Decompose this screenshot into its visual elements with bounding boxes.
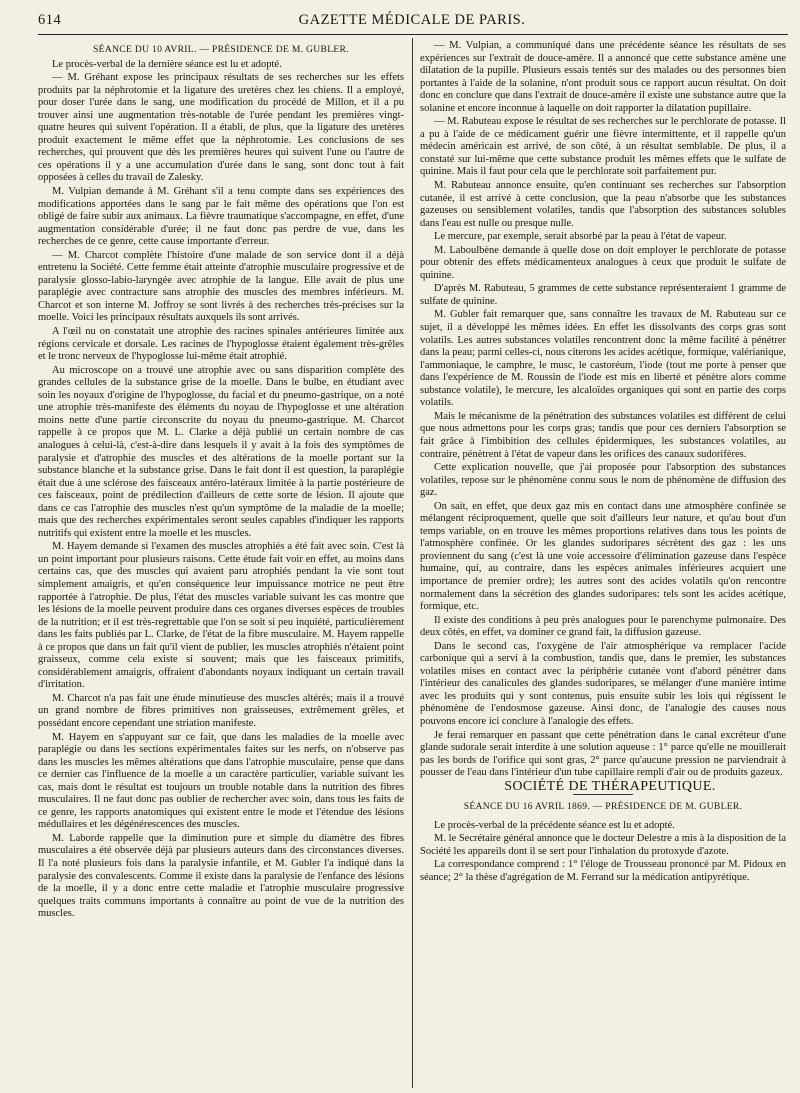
paragraph: Dans le second cas, l'oxygène de l'air atmosphérique va remplacer l'acide carbonique qui a servi à la combustion, tandis que, dans le premier, les substances volatiles mises en contact avec la périphérie cutanée vont d'abord pénétrer dans l'intérieur des canalicules des glandes sudoripares, se mélanger d'une manière intime avec les produits qui y sont contenus, puis ensuite subir les lois qui régissent le phénomène de l'endosmose gazeuse. Ainsi donc, de l'analogie des causes nous pouvons encore ici conclure à l'analogie des effets. [420, 640, 786, 727]
paragraph: — M. Gréhant expose les principaux résultats de ses recherches sur les effets produits par la néphrotomie et la ligature des uretères chez les chiens. Il a employé, pour doser l'urée dans le sang, une modification du procédé de Millon, et il a pu trouver ainsi une augmentation très-notable de l'urée pendant les premières vingt-quatre heures qui suivent l'opération. Il a établi, de plus, que la ligature des uretères produit exactement le même effet que la néphrotomie. Les conclusions de ses recherches, qui prouvent que dès les premières heures qui suivent l'une ou l'autre de ces opérations il y a une accumulation d'urée dans le sang, sont donc tout à fait opposées à celles du travail de Zalesky. [38, 72, 404, 184]
right-column [420, 40, 786, 1088]
header-rule [38, 34, 788, 35]
paragraph: Je ferai remarquer en passant que cette pénétration dans le canal excréteur d'une glande sudorale serait interdite à une solution aqueuse : 1° parce qu'elle ne mouillerait pas les bords de l'orifice qui sont gras, 2° parce qu'aucune pression ne parviendrait à pousser de l'eau dans l'intérieur d'un tube capillaire rempli d'air ou de produits gazeux. [420, 729, 786, 779]
section-rule [573, 794, 633, 795]
paragraph: Le procès-verbal de la précédente séance est lu et adopté. [434, 819, 675, 831]
session-heading: SÉANCE DU 10 AVRIL. — PRÉSIDENCE DE M. GUBLER. [93, 44, 349, 55]
paragraph: Mais le mécanisme de la pénétration des substances volatiles est différent de celui que nous admettons pour les corps gras; tandis que pour ces derniers l'absorption se fait grâce à l'imbibition des cellules épidermiques, les substances volatiles, au contraire, pénètrent à l'état de vapeur dans les orifices des canaux sudorifères. [420, 410, 786, 460]
column-divider [412, 38, 413, 1088]
paragraph: Le mercure, par exemple, serait absorbé par la peau à l'état de vapeur. [434, 231, 727, 243]
section-title: SOCIÉTÉ DE THÉRAPEUTIQUE. [504, 778, 716, 794]
paragraph: M. Gubler fait remarquer que, sans connaître les travaux de M. Rabuteau sur ce sujet, il a développé les mêmes idées. En effet les dissolvants des corps gras sont volatils. Les autres substances volatiles rencontrent donc la même facilité à pénétrer dans la peau; parmi celles-ci, nous citerons les acides acétique, formique, valérianique, l'ammoniaque, le camphre, le musc, le castoréum, l'iode (tout me porte à penser que dans l'expérience de M. Roussin de l'iode est mis en liberté et pénètre alors comme substance volatile), le mercure, les alcaloïdes organiques qui sont en partie des corps volatils. [420, 309, 786, 409]
journal-title: GAZETTE MÉDICALE DE PARIS. [298, 12, 526, 28]
paragraph: Cette explication nouvelle, que j'ai proposée pour l'absorption des substances volatiles, repose sur le phénomène connu sous le nom de phénomène de diffusion des gaz. [420, 462, 786, 499]
paragraph: Il existe des conditions à peu près analogues pour le parenchyme pulmonaire. Des deux côtés, en effet, va dominer ce grand fait, la diffusion gazeuse. [420, 614, 786, 639]
paragraph: M. Rabuteau annonce ensuite, qu'en continuant ses recherches sur l'absorption cutanée, il est arrivé à cette conclusion, que la peau n'absorbe que les substances gazeuses ou sensiblement volatiles, tandis que l'absorption des substances solubles dans l'eau est nulle ou presque nulle. [420, 180, 786, 229]
paragraph: Au microscope on a trouvé une atrophie avec ou sans disparition complète des grandes cellules de la substance grise de la moelle. Dans le bulbe, en étudiant avec soin les noyaux d'origine de l'hypoglosse, du facial et du pneumo-gastrique, on a noté une atrophie très-manifeste des éléments du noyau de l'hypoglosse et une altération moins nette d'une partie circonscrite du noyau du pneumo-gastrique. M. Charcot rappelle à ce propos que M. L. Clarke a déjà publié un certain nombre de cas analogues à celui-là, c'est-à-dire dans lesquels il y avait à la fois des symptômes de paralysie et d'atrophie des muscles et des altérations de la moelle portant sur la substance blanche et la substance grise. Dans le fait dont il est question, la paraplégie était due à une sclérose des faisceaux antéro-latéraux limitée à la partie postérieure de ces faisceaux, point de prédilection d'ailleurs de cette sorte de lésion. Il ajoute que dans ce cas l'atrophie des muscles n'est qu'un symptôme de la maladie de la moelle; mais que des recherches expérimentales seront seules capables d'indiquer les rapports nutritifs qui existent entre la moelle et les muscles. [38, 364, 404, 539]
page-number: 614 [38, 12, 62, 28]
left-column [38, 40, 404, 1088]
page-header [38, 6, 786, 32]
paragraph: M. le Secrétaire général annonce que le docteur Delestre a mis à la disposition de la Société les appareils dont il se sert pour l'inhalation du protoxyde d'azote. [420, 833, 786, 857]
paragraph: M. Hayem demande si l'examen des muscles atrophiés a été fait avec soin. C'est là un point important pour plusieurs raisons. Cette étude fait voir en effet, au moins dans certains cas, que des muscles qui avaient paru atrophiés pendant la vie sont tout simplement amaigris, et qu'en conséquence leur impuissance motrice ne peut être rapportée à l'atrophie. De plus, l'état des muscles variable suivant les cas montre que les lésions de la moelle peuvent produire dans ces organes diverses espèces de troubles de la nutrition; et il est très-regrettable que l'on se soit si peu inquiété, particulièrement dans les faits publiés par L. Clarke, de l'état de la fibre musculaire. M. Hayem rappelle à ce propos que dans un fait qu'il vient de publier, les muscles atrophiés n'étaient point graisseux, comme cela existe si souvent; mais que les faisceaux primitifs, considérablement amaigris, offraient d'abondants noyaux indiquant un certain travail d'irritation. [38, 541, 404, 691]
paragraph: M. Laboulbène demande à quelle dose on doit employer le perchlorate de potasse pour obtenir des effets médicamenteux analogues à ceux que produit le sulfate de quinine. [420, 244, 786, 281]
paragraph: Le procès-verbal de la dernière séance est lu et adopté. [52, 58, 282, 70]
paragraph: La correspondance comprend : 1° l'éloge de Trousseau prononcé par M. Pidoux en séance; 2° la thèse d'agrégation de M. Ferrand sur la médication antipyrétique. [420, 859, 786, 883]
paragraph: — M. Rabuteau expose le résultat de ses recherches sur le perchlorate de potasse. Il a pu à l'aide de ce médicament guérir une fièvre intermittente, et il rappelle qu'un médecin américain est arrivé, de son côté, à un résultat semblable. De plus, il a constaté sur lui-même que cette substance produit les mêmes effets que le sulfate de quinine. Mais il faut pour cela que le perchlorate soit parfaitement pur. [420, 116, 786, 178]
paragraph: M. Charcot n'a pas fait une étude minutieuse des muscles altérés; mais il a trouvé un grand nombre de fibres primitives non graisseuses, extrêmement grêles, et possédant encore cependant une striation manifeste. [38, 692, 404, 729]
paragraph: M. Laborde rappelle que la diminution pure et simple du diamètre des fibres musculaires a été observée déjà par plusieurs auteurs dans des circonstances diverses. Il l'a noté plusieurs fois dans la paralysie infantile, et M. Gubler l'a indiqué dans la paralysie des convalescents. Comme il existe dans la paralysie de l'enfance des lésions de la moelle, il y a donc entre cette maladie et l'atrophie musculaire progressive quelques traits communs importants à connaître au point de vue de la nutrition des muscles. [38, 832, 404, 920]
paragraph: A l'œil nu on constatait une atrophie des racines spinales antérieures limitée aux régions cervicale et dorsale. Les racines de l'hypoglosse étaient également très-grêles et le tronc nerveux de l'hypoglosse lui-même était atrophié. [38, 326, 404, 363]
section-session-heading: SÉANCE DU 16 AVRIL 1869. — PRÉSIDENCE DE M. GUBLER. [463, 801, 743, 813]
paragraph: — M. Charcot complète l'histoire d'une malade de son service dont il a déjà entretenu la Société. Cette femme était atteinte d'atrophie musculaire progressive et de paralysie glosso-labio-laryngée avec atrophie de la langue. Elle avait de plus une paraplégie avec contracture sans atrophie des muscles des membres inférieurs. M. Charcot et son interne M. Joffroy se sont livrés à des recherches très-précises sur la moelle. Voici les principaux résultats auxquels ils sont arrivés. [38, 249, 404, 324]
paragraph: D'après M. Rabuteau, 5 grammes de cette substance représenteraient 1 gramme de sulfate de quinine. [420, 283, 786, 307]
paragraph: On sait, en effet, que deux gaz mis en contact dans une atmosphère confinée se mélangent réciproquement, quelle que soit d'ailleurs leur nature, et qu'au bout d'un temps variable, on en trouve les mêmes proportions relatives dans tous les points de l'atmosphère confinée. Or les glandes sudoripares sécrètent des gaz : les uns proviennent du sang (c'est là une voie accessoire d'élimination gazeuse dans l'espèce humaine, qui, au contraire, dans les espèces animales inférieures acquiert une importance de premier ordre); les autres sont des acides volatils qu'on rencontre normalement dans la sécrétion des glandes sudoripares: tels sont les acides acétique, formique, etc. [420, 500, 786, 613]
paragraph: — M. Vulpian, a communiqué dans une précédente séance les résultats de ses expériences sur l'extrait de douce-amère. Il a annoncé que cette substance amène une dilatation de la pupille. Plusieurs essais tentés sur des malades ou des personnes bien portantes à l'aide de la solanine, n'ont produit sous ce rapport aucun résultat. On doit donc en conclure que dans l'extrait de douce-amère il existe une substance autre que la solanine et encore inconnue à laquelle on doit rapporter la dilatation pupillaire. [420, 40, 786, 114]
paragraph: M. Vulpian demande à M. Gréhant s'il a tenu compte dans ses expériences des modifications apportées dans le sang par le fait même des opérations que l'on est obligé de faire subir aux animaux. La fièvre traumatique s'accompagne, en effet, d'une augmentation considérable d'urée; il ne faut donc pas perdre de vue, dans les recherches de ce genre, cette cause importante d'erreur. [38, 186, 404, 248]
paragraph: M. Hayem en s'appuyant sur ce fait, que dans les maladies de la moelle avec paraplégie ou dans les sections expérimentales faites sur les nerfs, on n'observe pas dans les muscles les mêmes altérations que dans l'atrophie musculaire, pense que dans ce dernier cas l'influence de la moelle a un caractère particulier, variable suivant les cas, mais dont le résultat est toujours un trouble notable dans la nutrition des fibres musculaires. Il ne faut donc pas oublier de rechercher avec soin, dans tous les faits de ce genre, les rapports anatomiques qui existent entre le mode et l'étendue des lésions médullaires et les dégénérescences des muscles. [38, 731, 404, 831]
